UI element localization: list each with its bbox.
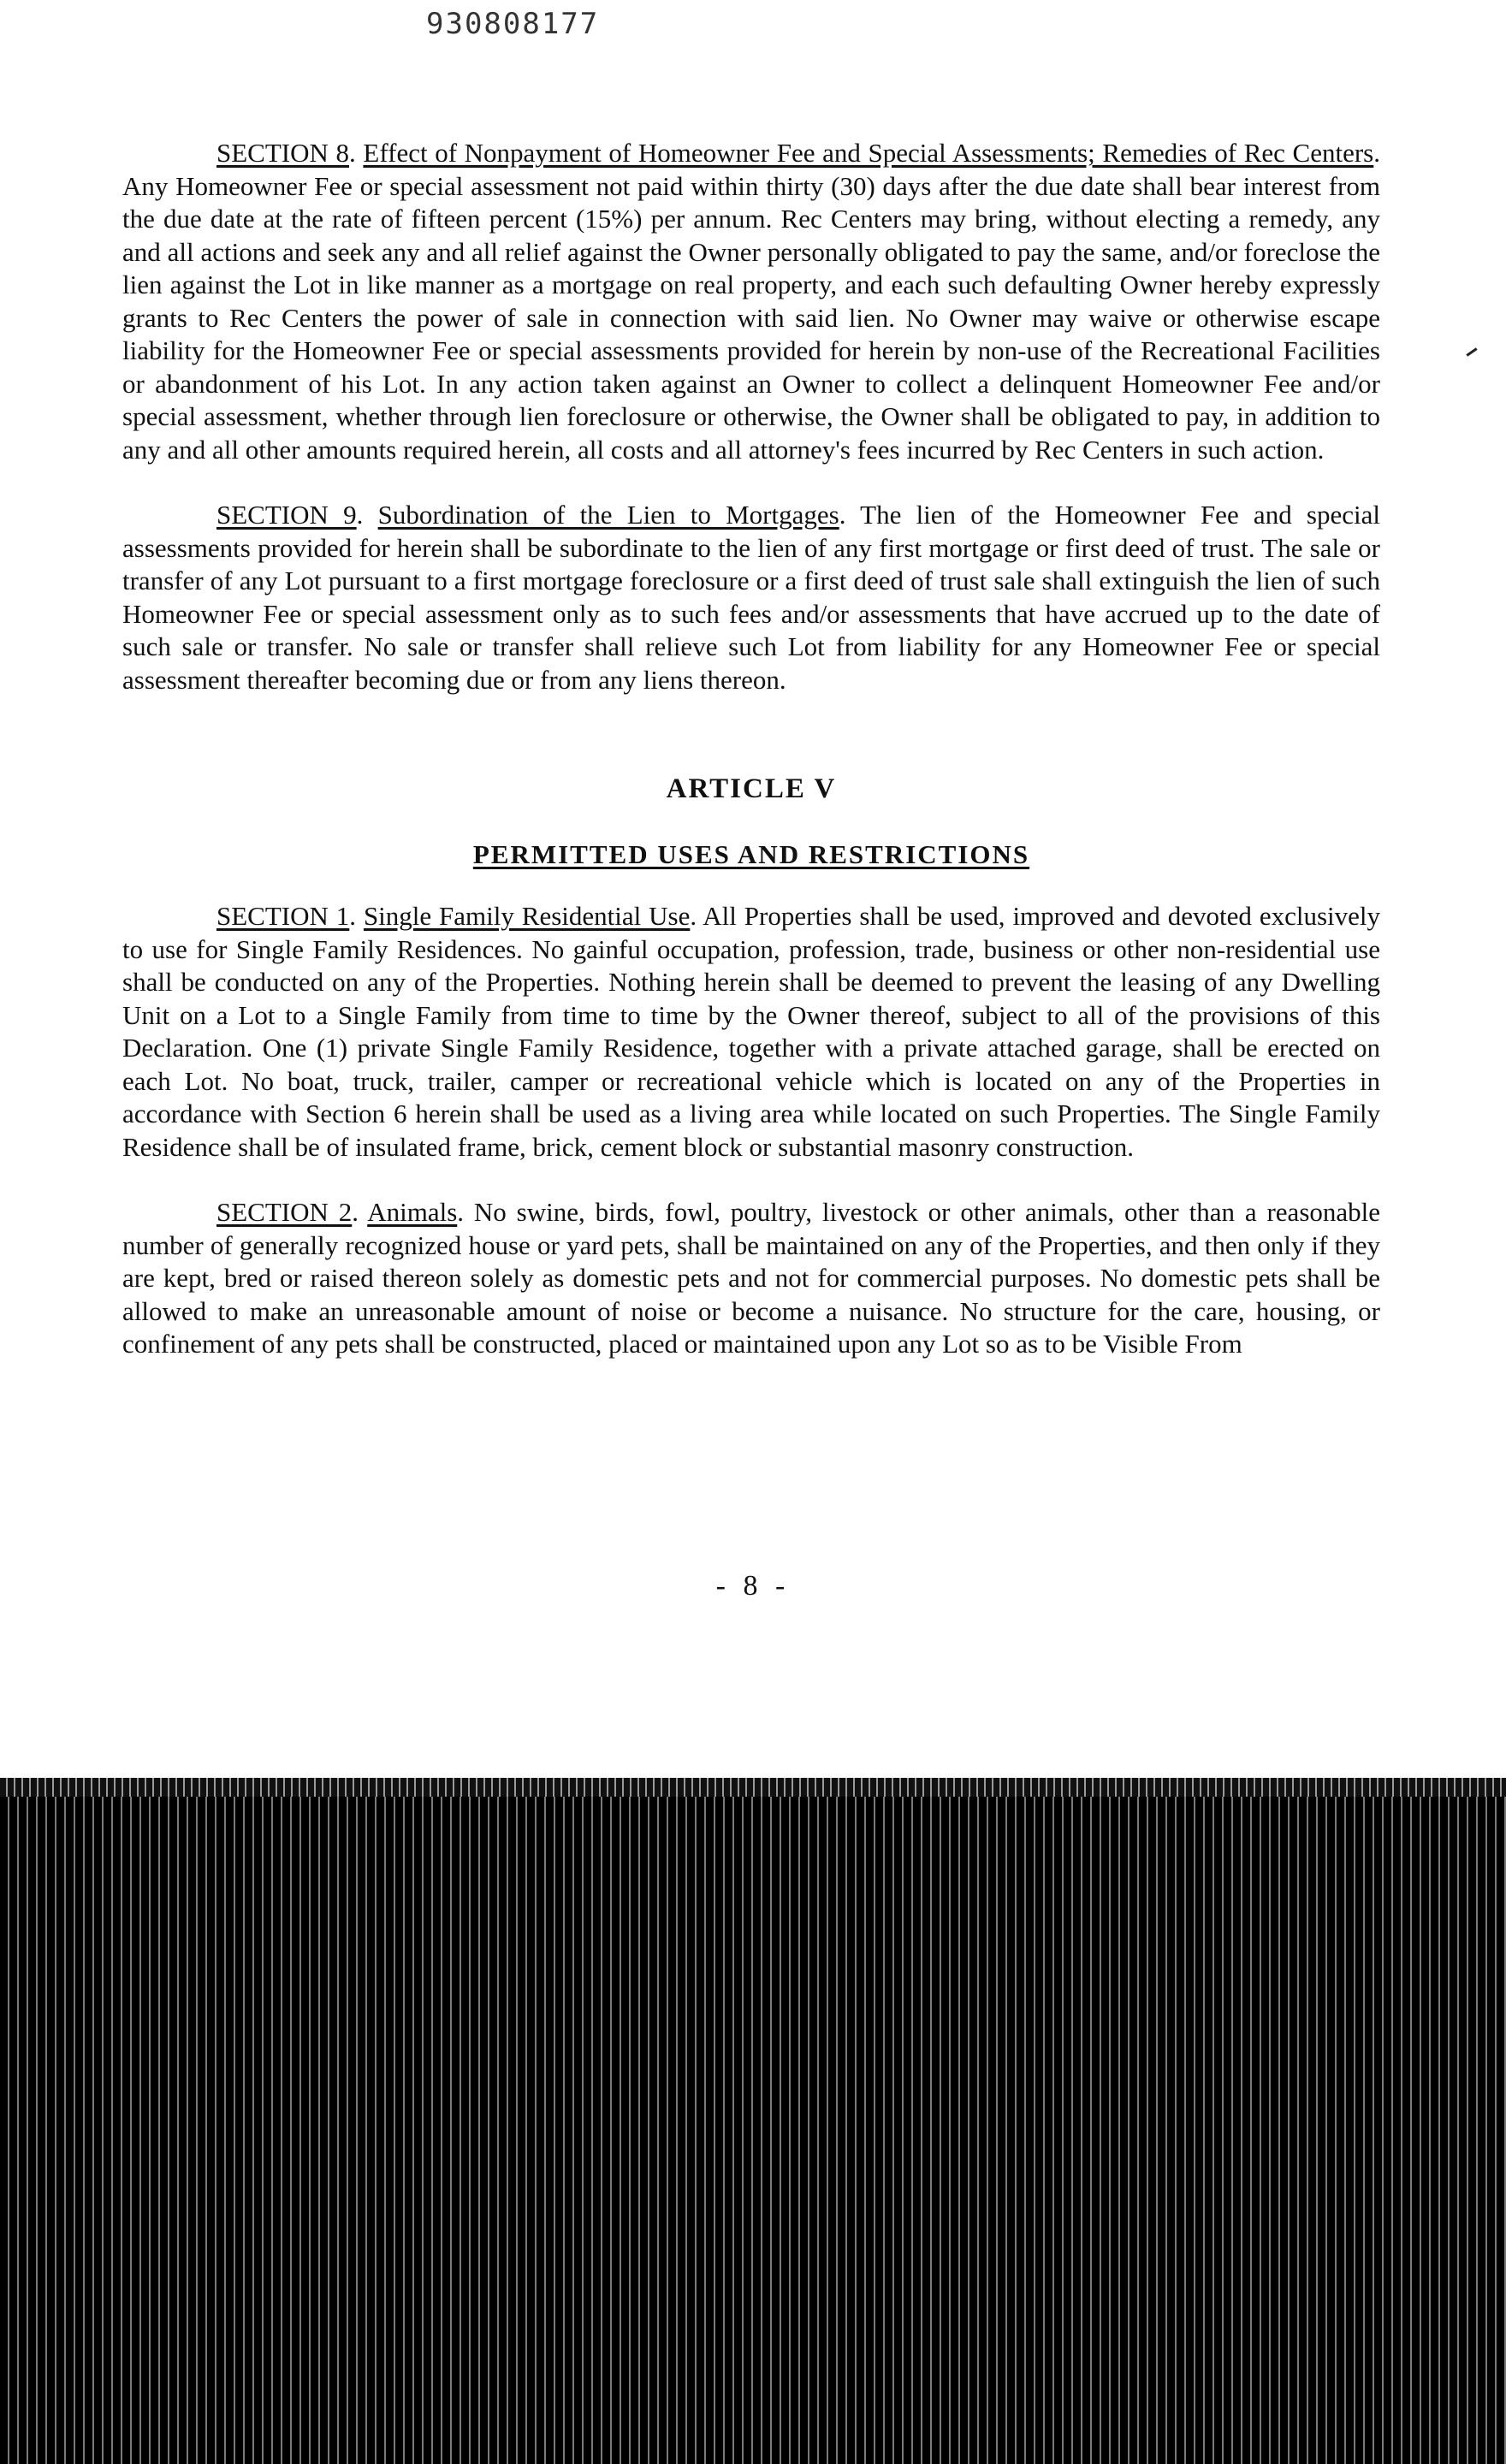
scan-artifact-band xyxy=(0,1778,1506,2464)
section-9-paragraph xyxy=(122,499,1380,696)
article-section-2-body: No swine, birds, fowl, poultry, livestock or other animals, other than a reasonable number of generally recognized house or yard pets, shall be maintained on any of the Properties, and then only if they are kept, bred or raised thereon solely as domestic pets and not for commercial purposes. No domestic pets shall be allowed to make an unreasonable amount of noise or become a nuisance. No structure for the care, housing, or confinement of any pets shall be constructed, placed or maintained upon any Lot so as to be Visible From xyxy=(122,1197,1381,1359)
article-section-1-number: SECTION 1 xyxy=(216,901,350,931)
section-8-body: Any Homeowner Fee or special assessment not paid within thirty (30) days after the due date shall bear interest from the due date at the rate of fifteen percent (15%) per annum. Rec Centers may bring, without electing a remedy, any and all actions and seek any and all relief against the Owner personally obligated to pay the same, and/or foreclose the lien against the Lot in like manner as a mortgage on real property, and each such defaulting Owner hereby expressly grants to Rec Centers the power of sale in connection with said lien. No Owner may waive or otherwise escape liability for the Homeowner Fee or special assessments provided for herein by non-use of the Recreational Facilities or abandonment of his Lot. In any action taken against an Owner to collect a delinquent Homeowner Fee and/or special assessment, whether through lien foreclosure or otherwise, the Owner shall be obligated to pay, in addition to any and all other amounts required herein, all costs and all attorney's fees incurred by Rec Centers in such action. xyxy=(122,170,1380,465)
document-id: 930808177 xyxy=(426,7,600,41)
page-number: - 8 - xyxy=(715,1570,791,1602)
margin-mark xyxy=(1466,347,1477,356)
article-section-2-number: SECTION 2 xyxy=(216,1197,353,1227)
section-8-paragraph xyxy=(122,137,1380,466)
section-9-title: Subordination of the Lien to Mortgages xyxy=(377,500,839,530)
separator: . xyxy=(1373,138,1381,168)
section-9-number: SECTION 9 xyxy=(216,500,357,530)
scan-artifact-edge xyxy=(0,1778,1506,1797)
article-title: ARTICLE V xyxy=(666,773,837,804)
section-8-title: Effect of Nonpayment of Homeowner Fee and Special Assessments; Remedies of Rec Centers xyxy=(363,138,1374,168)
article-section-2-title: Animals xyxy=(367,1197,458,1227)
separator: . xyxy=(690,901,703,931)
separator: . xyxy=(349,901,364,931)
document-body xyxy=(122,137,1380,1361)
article-section-1-paragraph xyxy=(122,900,1380,1164)
article-section-2-paragraph xyxy=(122,1196,1380,1361)
separator: . xyxy=(352,1197,368,1227)
separator: . xyxy=(356,500,378,530)
article-section-1-body: All Properties shall be used, improved and devoted exclusively to use for Single Family Residences. No gainful occupation, profession, trade, business or other non-residential use shall be conducted on any of the Properties. Nothing herein shall be deemed to prevent the leasing of any Dwelling Unit on a Lot to a Single Family from time to time by the Owner thereof, subject to all of the provisions of this Declaration. One (1) private Single Family Residence, together with a private attached garage, shall be erected on each Lot. No boat, truck, trailer, camper or recreational vehicle which is located on any of the Properties in accordance with Section 6 herein shall be used as a living area while located on such Properties. The Single Family Residence shall be of insulated frame, brick, cement block or substantial masonry construction. xyxy=(122,901,1380,1162)
separator: . xyxy=(457,1197,474,1227)
separator: . xyxy=(349,138,364,168)
section-8-number: SECTION 8 xyxy=(216,138,350,168)
article-subtitle: PERMITTED USES AND RESTRICTIONS xyxy=(472,839,1030,869)
article-section-1-title: Single Family Residential Use xyxy=(363,901,691,931)
section-9-body: The lien of the Homeowner Fee and special assessments provided for herein shall be subordinate to the lien of any first mortgage or first deed of trust. The sale or transfer of any Lot pursuant to a first mortgage foreclosure or a first deed of trust sale shall extinguish the lien of such Homeowner Fee or special assessment only as to such fees and/or assessments that have accrued up to the date of such sale or transfer. No sale or transfer shall relieve such Lot from liability for any Homeowner Fee or special assessment thereafter becoming due or from any liens thereon. xyxy=(122,500,1381,695)
separator: . xyxy=(839,500,861,530)
